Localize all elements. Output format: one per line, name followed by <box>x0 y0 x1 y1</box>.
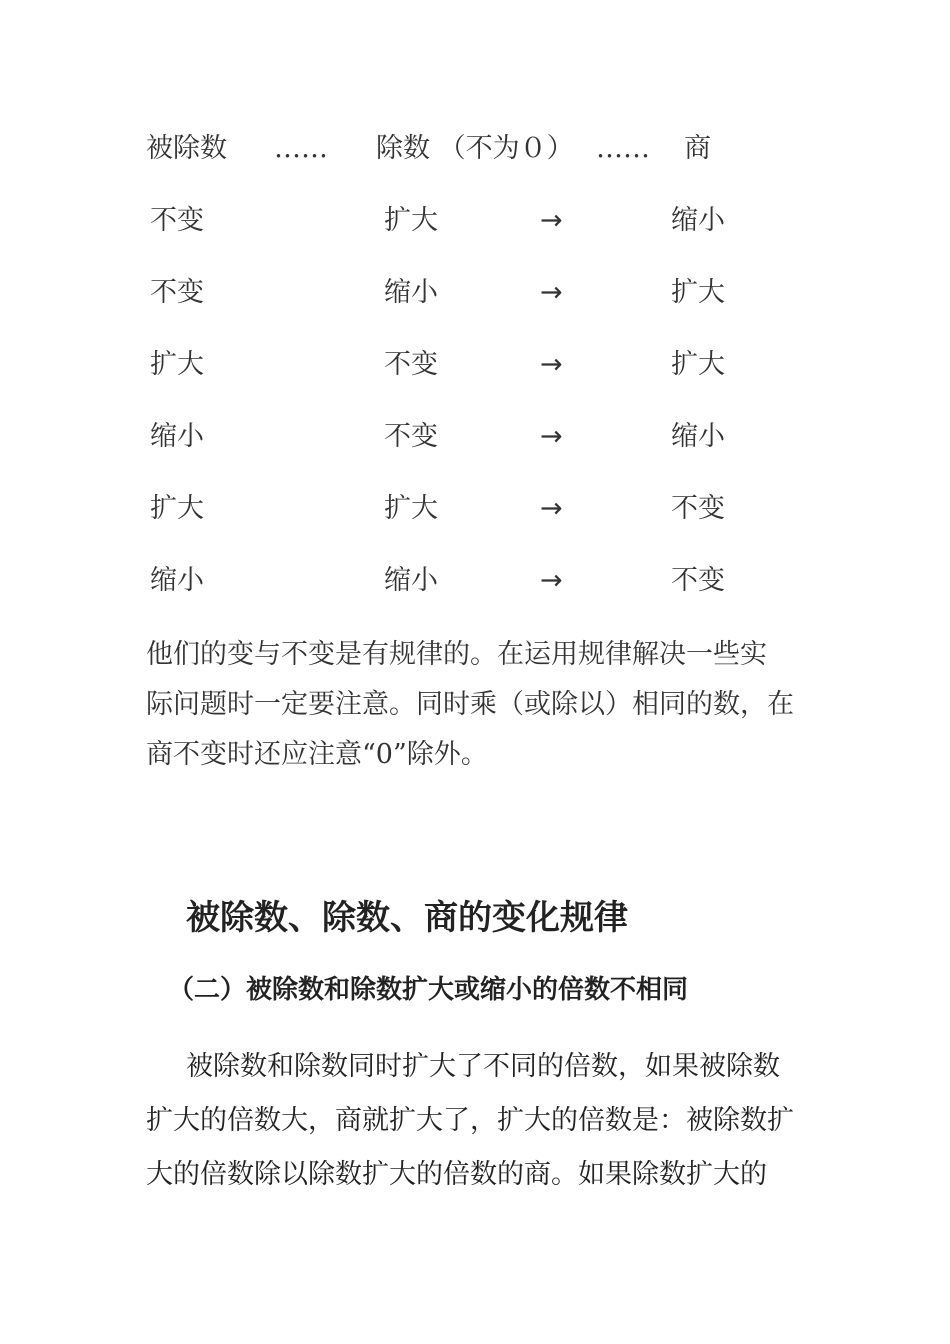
summary-line: 际问题时一定要注意。同时乘（或除以）相同的数，在 <box>146 689 794 720</box>
row-quotient: 缩小 <box>671 421 725 452</box>
arrow-icon: → <box>540 421 563 452</box>
body-line: 被除数和除数同时扩大了不同的倍数，如果被除数 <box>186 1051 780 1082</box>
row-divisor: 缩小 <box>384 565 438 596</box>
summary-line: 商不变时还应注意“0”除外。 <box>146 739 488 770</box>
header-dividend: 被除数 <box>146 133 227 164</box>
table-row <box>0 207 950 239</box>
row-divisor: 不变 <box>384 421 438 452</box>
row-quotient: 扩大 <box>671 277 725 308</box>
header-ellipsis-1: …… <box>274 133 328 164</box>
row-quotient: 扩大 <box>671 349 725 380</box>
row-dividend: 扩大 <box>150 349 204 380</box>
row-divisor: 扩大 <box>384 205 438 236</box>
row-dividend: 缩小 <box>150 421 204 452</box>
row-divisor: 缩小 <box>384 277 438 308</box>
summary-paragraph <box>146 630 816 780</box>
arrow-icon: → <box>540 349 563 380</box>
summary-line: 他们的变与不变是有规律的。在运用规律解决一些实 <box>146 639 767 670</box>
table-header <box>0 135 950 167</box>
arrow-icon: → <box>540 205 563 236</box>
row-quotient: 不变 <box>671 565 725 596</box>
row-divisor: 扩大 <box>384 493 438 524</box>
body-paragraph <box>146 1040 816 1202</box>
table-row <box>0 423 950 455</box>
section-title: 被除数、除数、商的变化规律 <box>186 898 628 938</box>
header-ellipsis-2: …… <box>596 133 650 164</box>
header-quotient: 商 <box>684 133 711 164</box>
arrow-icon: → <box>540 565 563 596</box>
row-dividend: 缩小 <box>150 565 204 596</box>
table-row <box>0 351 950 383</box>
row-dividend: 不变 <box>150 205 204 236</box>
row-quotient: 缩小 <box>671 205 725 236</box>
section-subtitle: （二）被除数和除数扩大或缩小的倍数不相同 <box>168 975 689 1005</box>
arrow-icon: → <box>540 277 563 308</box>
row-dividend: 扩大 <box>150 493 204 524</box>
row-quotient: 不变 <box>671 493 725 524</box>
table-row <box>0 495 950 527</box>
table-row <box>0 567 950 599</box>
body-line: 扩大的倍数大，商就扩大了，扩大的倍数是：被除数扩 <box>146 1105 794 1136</box>
table-row <box>0 279 950 311</box>
body-line: 大的倍数除以除数扩大的倍数的商。如果除数扩大的 <box>146 1159 767 1190</box>
header-divisor: 除数 （不为０） <box>376 133 574 164</box>
row-divisor: 不变 <box>384 349 438 380</box>
arrow-icon: → <box>540 493 563 524</box>
row-dividend: 不变 <box>150 277 204 308</box>
